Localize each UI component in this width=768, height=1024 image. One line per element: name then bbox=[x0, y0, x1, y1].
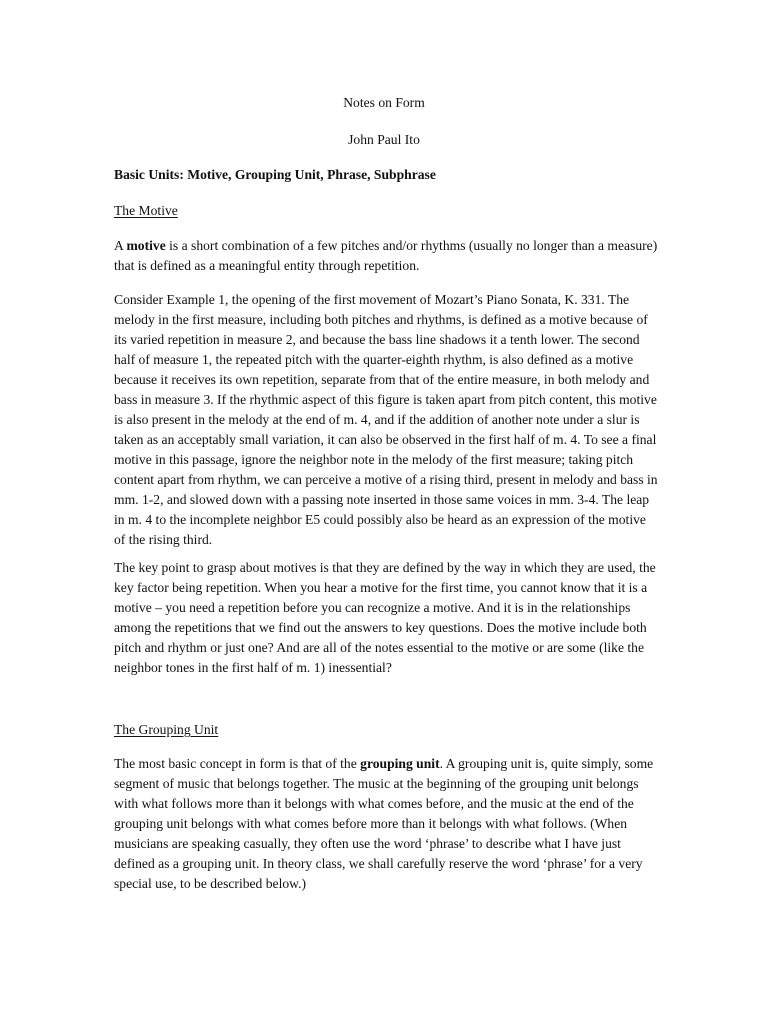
section-heading: Basic Units: Motive, Grouping Unit, Phrase, Subphrase bbox=[114, 167, 436, 182]
motive-definition-paragraph bbox=[114, 236, 659, 276]
document-author: John Paul Ito bbox=[348, 132, 420, 147]
term-motive: motive bbox=[126, 238, 166, 253]
grouping-heading: The Grouping Unit bbox=[114, 722, 219, 737]
term-grouping-unit: grouping unit bbox=[360, 756, 440, 771]
paragraph-text: is a short combination of a few pitches and/or rhythms (usually no longer than a measure) that is defined as a meaningful entity through repetition. bbox=[114, 238, 658, 273]
paragraph-text: The most basic concept in form is that of the bbox=[114, 756, 361, 771]
motive-keypoint-paragraph: The key point to grasp about motives is that they are defined by the way in which they are used, the key factor being repetition. When you hear a motive for the first time, you cannot know that it is a motive – you need a repetition before you can recognize a motive. And it is in the relationships among the repetitions that we find out the answers to key questions. Does the motive include both pitch and rhythm or just one? And are all of the notes essential to the motive or are some (like the neighbor tones in the first half of m. 1) inessential? bbox=[114, 560, 656, 675]
motive-heading: The Motive bbox=[114, 203, 178, 218]
paragraph-text: . A grouping unit is, quite simply, some segment of music that belongs together. The music at the beginning of the grouping unit belongs with what follows more than it belongs with what comes before, and the music at the end of the grouping unit belongs with what comes before more than it belongs with what follows. (When musicians are speaking casually, they often use the word ‘phrase’ to describe what I have just defined as a grouping unit. In theory class, we shall carefully reserve the word ‘phrase’ for a very special use, to be described below.) bbox=[114, 756, 654, 891]
grouping-definition-paragraph bbox=[114, 754, 659, 894]
paragraph-text: A bbox=[114, 238, 127, 253]
document-title: Notes on Form bbox=[343, 95, 425, 110]
motive-example-paragraph: Consider Example 1, the opening of the first movement of Mozart’s Piano Sonata, K. 331. The melody in the first measure, including both pitches and rhythms, is defined as a motive because of its varied repetition in measure 2, and because the bass line shadows it a tenth lower. The second half of measure 1, the repeated pitch with the quarter-eighth rhythm, is also defined as a motive because it receives its own repetition, separate from that of the entire measure, in both melody and bass in measure 3. If the rhythmic aspect of this figure is taken apart from pitch content, this motive is also present in the melody at the end of m. 4, and if the addition of another note under a slur is taken as an acceptably small variation, it can also be observed in the first half of m. 4. To see a final motive in this passage, ignore the neighbor note in the melody of the first measure; taking pitch content apart from rhythm, we can perceive a motive of a rising third, present in melody and bass in mm. 1-2, and slowed down with a passing note inserted in those same voices in mm. 3-4. The leap in m. 4 to the incomplete neighbor E5 could possibly also be heard as an expression of the motive of the rising third. bbox=[114, 292, 658, 547]
